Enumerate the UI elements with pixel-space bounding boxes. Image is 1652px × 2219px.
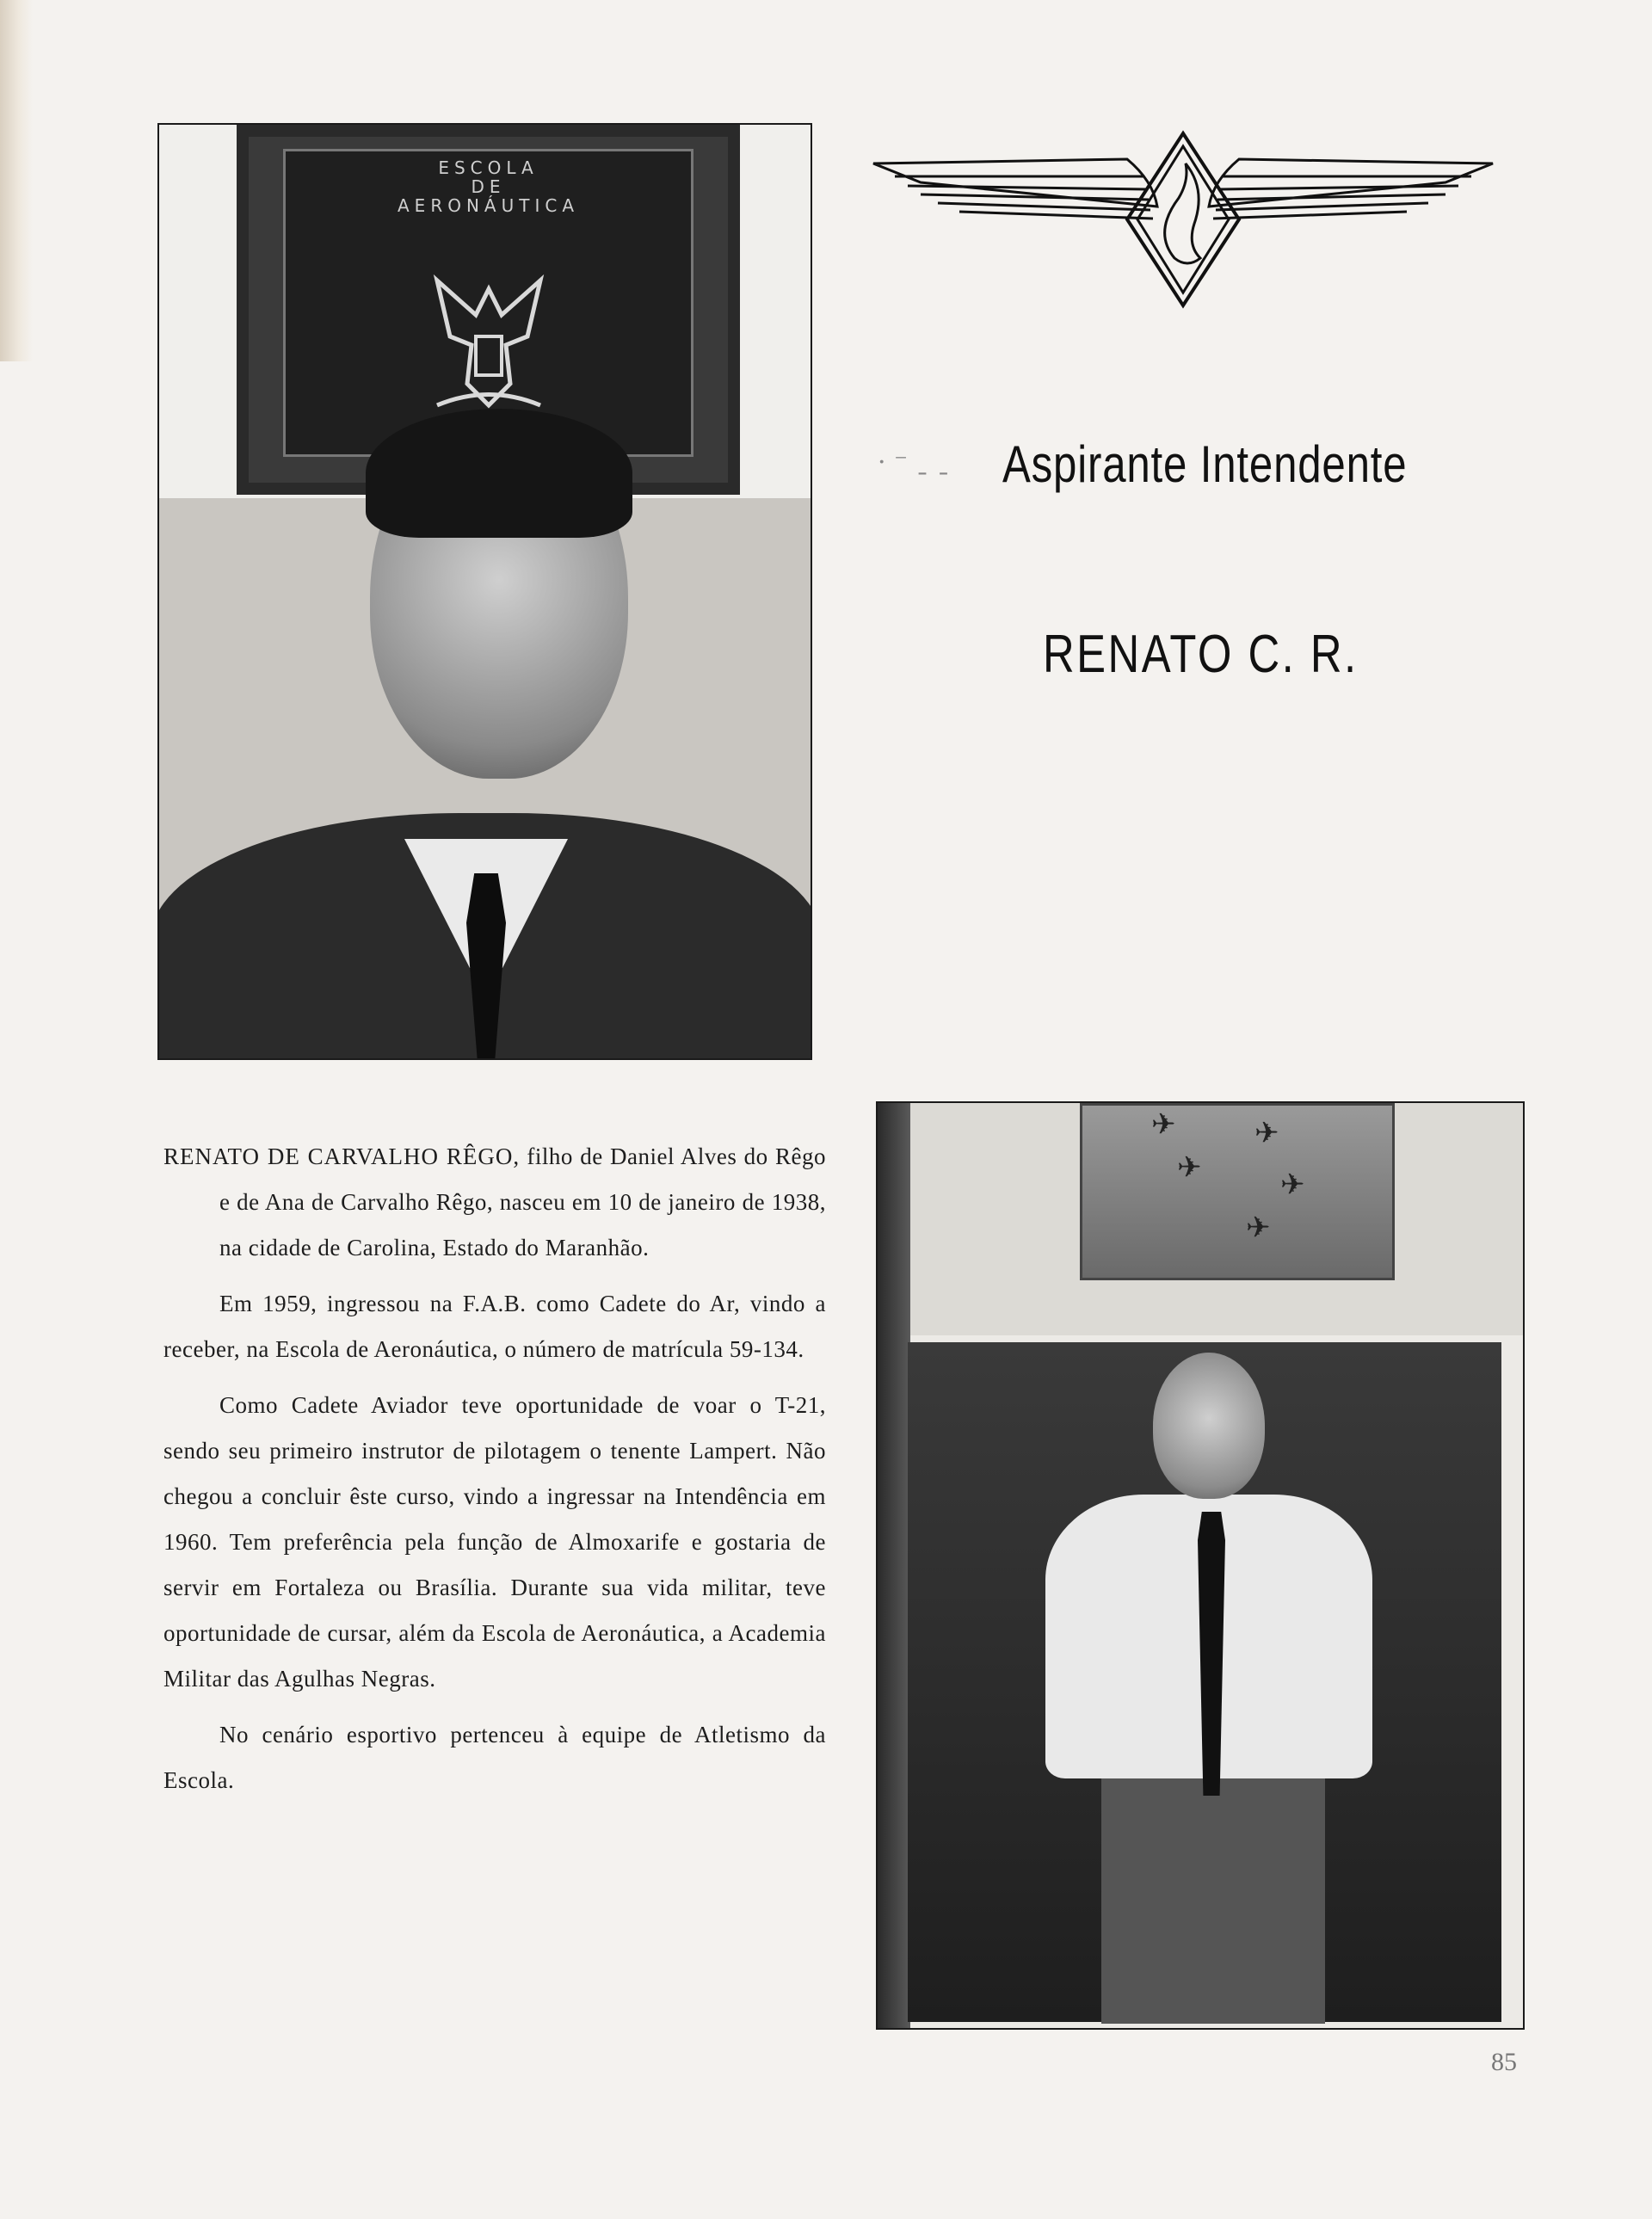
page-number: 85 — [1491, 2048, 1517, 2076]
second-photo — [876, 1101, 1525, 2030]
frame-text-line3: AERONÁUTICA — [398, 195, 579, 216]
bio-paragraph-4: No cenário esportivo pertenceu à equipe de Atletismo da Escola. — [163, 1722, 826, 1793]
frame-text-line1: ESCOLA — [438, 157, 539, 178]
bio-paragraph-1 — [163, 1134, 826, 1271]
cadet-name: RENATO C. R. — [1043, 625, 1359, 684]
biography-text — [163, 1134, 826, 1814]
ink-smudge: · ⁻ ˍ ˍ — [878, 447, 950, 478]
rank-title: Aspirante Intendente — [1002, 435, 1408, 493]
airplane-icon: ✈ — [1177, 1150, 1202, 1185]
frame-text-line2: DE — [471, 176, 506, 197]
airplane-icon: ✈ — [1254, 1116, 1279, 1150]
airplane-icon: ✈ — [1280, 1168, 1305, 1202]
aircraft-poster — [1080, 1103, 1395, 1280]
airplane-icon: ✈ — [1246, 1211, 1271, 1245]
page-edge-stain — [0, 0, 33, 361]
bio-paragraph-1-rest: filho de Daniel Alves do Rêgo e de Ana de Carvalho Rêgo, nasceu em 10 de janeiro de 1938, na cidade de Carolina, Estado do Maranhão. — [219, 1143, 826, 1261]
aviation-wings-icon — [869, 129, 1497, 314]
bio-paragraph-2: Em 1959, ingressou na F.A.B. como Cadete do Ar, vindo a receber, na Escola de Aeronáutica, o número de matrícula 59-134. — [163, 1291, 826, 1362]
face — [1153, 1353, 1265, 1499]
photo2-dark-edge — [878, 1103, 910, 2028]
portrait-photo — [157, 123, 812, 1060]
frame-caption — [286, 158, 691, 215]
bio-lead-name: RENATO DE CARVALHO RÊGO, — [163, 1143, 521, 1169]
airplane-icon: ✈ — [1151, 1107, 1176, 1142]
bio-paragraph-3: Como Cadete Aviador teve oportunidade de voar o T-21, sendo seu primeiro instrutor de pilotagem o tenente Lampert. Não chegou a concluir êste curso, vindo a ingressar na Intendência em 1960. Tem preferência pela função de Almoxarife e gostaria de servir em Fortaleza ou Brasília. Durante sua vida militar, teve oportunidade de cursar, além da Escola de Aeronáutica, a Academia Militar das Agulhas Negras. — [163, 1392, 826, 1692]
eagle-crest-icon — [403, 255, 575, 427]
trousers — [1101, 1774, 1325, 2024]
hair — [366, 409, 632, 538]
